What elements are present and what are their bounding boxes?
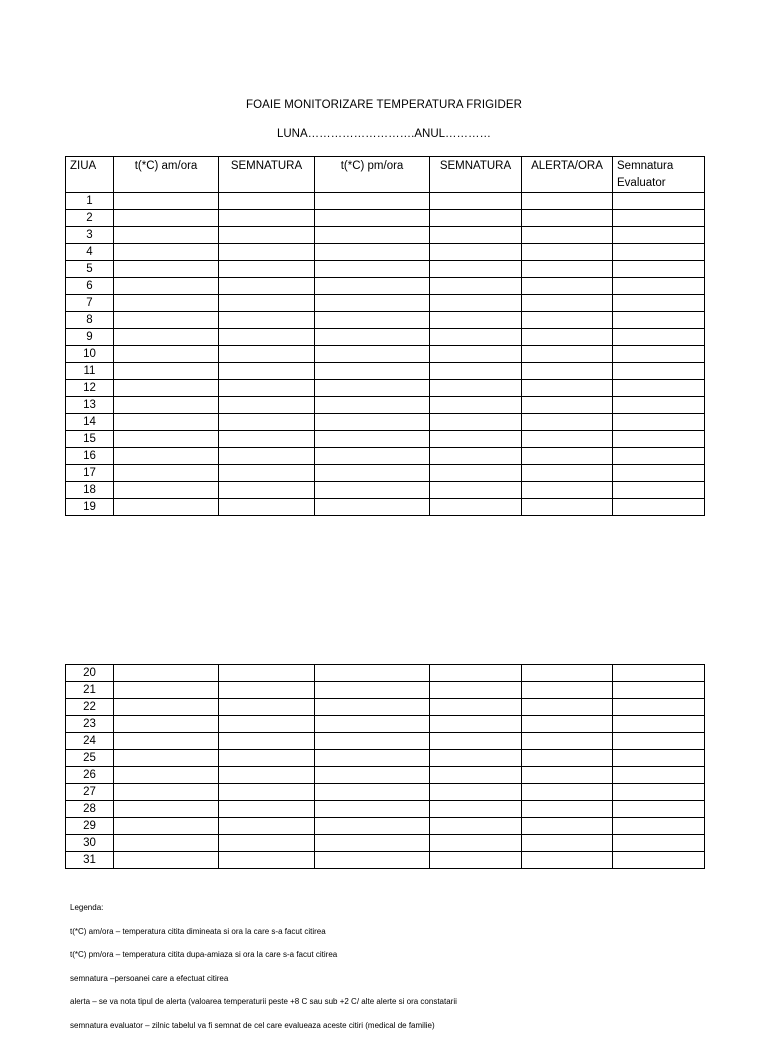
alert-time-cell <box>522 767 613 784</box>
pm-temperature-cell <box>315 750 430 767</box>
evaluator-signature-cell <box>613 329 705 346</box>
am-signature-cell <box>219 682 315 699</box>
page-title: FOAIE MONITORIZARE TEMPERATURA FRIGIDER <box>0 99 768 111</box>
table-body-part2 <box>66 665 705 869</box>
header-alert-time: ALERTA/ORA <box>522 157 613 193</box>
alert-time-cell <box>522 699 613 716</box>
day-number: 3 <box>66 227 114 244</box>
am-temperature-cell <box>114 329 219 346</box>
am-temperature-cell <box>114 465 219 482</box>
table-row <box>66 244 705 261</box>
am-signature-cell <box>219 699 315 716</box>
month-year-line: LUNA……………………….ANUL………… <box>0 128 768 140</box>
pm-signature-cell <box>430 801 522 818</box>
table-row <box>66 682 705 699</box>
table-row <box>66 801 705 818</box>
am-signature-cell <box>219 733 315 750</box>
pm-signature-cell <box>430 482 522 499</box>
pm-temperature-cell <box>315 835 430 852</box>
am-temperature-cell <box>114 448 219 465</box>
pm-signature-cell <box>430 329 522 346</box>
table-body-part1 <box>66 193 705 516</box>
pm-signature-cell <box>430 363 522 380</box>
evaluator-signature-cell <box>613 465 705 482</box>
legend-item-alert: alerta – se va nota tipul de alerta (valoarea temperaturii peste +8 C sau sub +2 C/ alte alerte si ora constatarii <box>70 990 730 1014</box>
evaluator-signature-cell <box>613 227 705 244</box>
pm-signature-cell <box>430 346 522 363</box>
am-signature-cell <box>219 363 315 380</box>
am-temperature-cell <box>114 346 219 363</box>
pm-signature-cell <box>430 397 522 414</box>
pm-temperature-cell <box>315 244 430 261</box>
legend-item-evaluator: semnatura evaluator – zilnic tabelul va fi semnat de cel care evalueaza aceste citiri (medical de familie) <box>70 1014 730 1037</box>
pm-temperature-cell <box>315 397 430 414</box>
am-signature-cell <box>219 852 315 869</box>
table-row <box>66 312 705 329</box>
pm-temperature-cell <box>315 665 430 682</box>
day-number: 5 <box>66 261 114 278</box>
am-temperature-cell <box>114 767 219 784</box>
pm-signature-cell <box>430 767 522 784</box>
evaluator-signature-cell <box>613 852 705 869</box>
pm-temperature-cell <box>315 278 430 295</box>
table-row <box>66 482 705 499</box>
alert-time-cell <box>522 312 613 329</box>
header-evaluator-signature: Semnatura Evaluator <box>613 157 705 193</box>
pm-temperature-cell <box>315 733 430 750</box>
am-signature-cell <box>219 295 315 312</box>
day-number: 14 <box>66 414 114 431</box>
am-temperature-cell <box>114 397 219 414</box>
day-number: 12 <box>66 380 114 397</box>
pm-signature-cell <box>430 414 522 431</box>
pm-temperature-cell <box>315 210 430 227</box>
am-temperature-cell <box>114 380 219 397</box>
am-temperature-cell <box>114 363 219 380</box>
alert-time-cell <box>522 278 613 295</box>
day-number: 30 <box>66 835 114 852</box>
am-temperature-cell <box>114 295 219 312</box>
temperature-log-table-part1 <box>65 156 705 516</box>
am-signature-cell <box>219 193 315 210</box>
day-number: 4 <box>66 244 114 261</box>
am-signature-cell <box>219 346 315 363</box>
table-row <box>66 210 705 227</box>
alert-time-cell <box>522 682 613 699</box>
pm-signature-cell <box>430 244 522 261</box>
day-number: 19 <box>66 499 114 516</box>
am-signature-cell <box>219 801 315 818</box>
am-temperature-cell <box>114 210 219 227</box>
evaluator-signature-cell <box>613 397 705 414</box>
pm-signature-cell <box>430 665 522 682</box>
table-row <box>66 329 705 346</box>
evaluator-signature-cell <box>613 716 705 733</box>
alert-time-cell <box>522 346 613 363</box>
pm-signature-cell <box>430 750 522 767</box>
am-temperature-cell <box>114 733 219 750</box>
am-signature-cell <box>219 227 315 244</box>
pm-signature-cell <box>430 699 522 716</box>
alert-time-cell <box>522 210 613 227</box>
am-temperature-cell <box>114 261 219 278</box>
day-number: 31 <box>66 852 114 869</box>
alert-time-cell <box>522 380 613 397</box>
pm-signature-cell <box>430 261 522 278</box>
day-number: 2 <box>66 210 114 227</box>
alert-time-cell <box>522 397 613 414</box>
header-day: ZIUA <box>66 157 114 193</box>
legend-item-pm: t(*C) pm/ora – temperatura citita dupa-amiaza si ora la care s-a facut citirea <box>70 943 730 967</box>
pm-signature-cell <box>430 682 522 699</box>
evaluator-signature-cell <box>613 835 705 852</box>
pm-signature-cell <box>430 312 522 329</box>
pm-temperature-cell <box>315 767 430 784</box>
evaluator-signature-cell <box>613 414 705 431</box>
table-row <box>66 699 705 716</box>
evaluator-signature-cell <box>613 363 705 380</box>
alert-time-cell <box>522 482 613 499</box>
am-temperature-cell <box>114 716 219 733</box>
evaluator-signature-cell <box>613 431 705 448</box>
evaluator-signature-cell <box>613 733 705 750</box>
day-number: 27 <box>66 784 114 801</box>
evaluator-signature-cell <box>613 801 705 818</box>
pm-temperature-cell <box>315 346 430 363</box>
header-am-temperature: t(*C) am/ora <box>114 157 219 193</box>
am-temperature-cell <box>114 750 219 767</box>
day-number: 18 <box>66 482 114 499</box>
alert-time-cell <box>522 295 613 312</box>
evaluator-signature-cell <box>613 295 705 312</box>
evaluator-signature-cell <box>613 499 705 516</box>
legend-title: Legenda: <box>70 896 730 920</box>
pm-signature-cell <box>430 193 522 210</box>
am-signature-cell <box>219 465 315 482</box>
day-number: 7 <box>66 295 114 312</box>
alert-time-cell <box>522 465 613 482</box>
table-row <box>66 295 705 312</box>
am-temperature-cell <box>114 227 219 244</box>
alert-time-cell <box>522 431 613 448</box>
table-row <box>66 784 705 801</box>
am-signature-cell <box>219 750 315 767</box>
table-row <box>66 665 705 682</box>
pm-temperature-cell <box>315 699 430 716</box>
alert-time-cell <box>522 448 613 465</box>
day-number: 1 <box>66 193 114 210</box>
am-temperature-cell <box>114 312 219 329</box>
am-signature-cell <box>219 499 315 516</box>
day-number: 29 <box>66 818 114 835</box>
am-temperature-cell <box>114 431 219 448</box>
am-signature-cell <box>219 278 315 295</box>
alert-time-cell <box>522 733 613 750</box>
pm-temperature-cell <box>315 716 430 733</box>
pm-temperature-cell <box>315 329 430 346</box>
alert-time-cell <box>522 665 613 682</box>
evaluator-signature-cell <box>613 699 705 716</box>
am-signature-cell <box>219 448 315 465</box>
alert-time-cell <box>522 363 613 380</box>
evaluator-signature-cell <box>613 193 705 210</box>
table-row <box>66 818 705 835</box>
day-number: 11 <box>66 363 114 380</box>
table-row <box>66 716 705 733</box>
am-signature-cell <box>219 244 315 261</box>
table-row <box>66 278 705 295</box>
alert-time-cell <box>522 329 613 346</box>
table-row <box>66 227 705 244</box>
pm-temperature-cell <box>315 818 430 835</box>
alert-time-cell <box>522 716 613 733</box>
pm-signature-cell <box>430 784 522 801</box>
pm-temperature-cell <box>315 682 430 699</box>
evaluator-signature-cell <box>613 767 705 784</box>
am-temperature-cell <box>114 665 219 682</box>
day-number: 22 <box>66 699 114 716</box>
table-header-row <box>66 157 705 193</box>
alert-time-cell <box>522 499 613 516</box>
pm-signature-cell <box>430 465 522 482</box>
evaluator-signature-cell <box>613 784 705 801</box>
alert-time-cell <box>522 193 613 210</box>
pm-signature-cell <box>430 716 522 733</box>
pm-temperature-cell <box>315 193 430 210</box>
table-row <box>66 733 705 750</box>
pm-signature-cell <box>430 380 522 397</box>
alert-time-cell <box>522 244 613 261</box>
day-number: 8 <box>66 312 114 329</box>
pm-temperature-cell <box>315 431 430 448</box>
table-row <box>66 852 705 869</box>
am-signature-cell <box>219 380 315 397</box>
pm-temperature-cell <box>315 852 430 869</box>
pm-signature-cell <box>430 448 522 465</box>
pm-temperature-cell <box>315 363 430 380</box>
day-number: 28 <box>66 801 114 818</box>
temperature-log-table-part2 <box>65 664 705 869</box>
am-temperature-cell <box>114 278 219 295</box>
pm-temperature-cell <box>315 499 430 516</box>
legend <box>70 896 730 1037</box>
day-number: 25 <box>66 750 114 767</box>
am-signature-cell <box>219 397 315 414</box>
legend-item-am: t(*C) am/ora – temperatura citita dimineata si ora la care s-a facut citirea <box>70 920 730 944</box>
pm-temperature-cell <box>315 227 430 244</box>
pm-signature-cell <box>430 295 522 312</box>
day-number: 9 <box>66 329 114 346</box>
am-temperature-cell <box>114 193 219 210</box>
am-temperature-cell <box>114 835 219 852</box>
pm-signature-cell <box>430 835 522 852</box>
day-number: 24 <box>66 733 114 750</box>
table-row <box>66 363 705 380</box>
day-number: 23 <box>66 716 114 733</box>
am-signature-cell <box>219 482 315 499</box>
table-row <box>66 431 705 448</box>
day-number: 26 <box>66 767 114 784</box>
am-signature-cell <box>219 329 315 346</box>
header-pm-temperature: t(*C) pm/ora <box>315 157 430 193</box>
day-number: 13 <box>66 397 114 414</box>
pm-temperature-cell <box>315 482 430 499</box>
pm-temperature-cell <box>315 295 430 312</box>
table-row <box>66 414 705 431</box>
am-signature-cell <box>219 767 315 784</box>
alert-time-cell <box>522 835 613 852</box>
pm-signature-cell <box>430 499 522 516</box>
am-signature-cell <box>219 784 315 801</box>
am-temperature-cell <box>114 818 219 835</box>
am-temperature-cell <box>114 852 219 869</box>
pm-temperature-cell <box>315 448 430 465</box>
day-number: 15 <box>66 431 114 448</box>
table-row <box>66 193 705 210</box>
pm-signature-cell <box>430 210 522 227</box>
day-number: 16 <box>66 448 114 465</box>
am-signature-cell <box>219 665 315 682</box>
alert-time-cell <box>522 801 613 818</box>
table-row <box>66 397 705 414</box>
am-temperature-cell <box>114 682 219 699</box>
evaluator-signature-cell <box>613 380 705 397</box>
evaluator-signature-cell <box>613 312 705 329</box>
table-row <box>66 767 705 784</box>
pm-temperature-cell <box>315 465 430 482</box>
pm-temperature-cell <box>315 261 430 278</box>
table-row <box>66 499 705 516</box>
pm-signature-cell <box>430 227 522 244</box>
alert-time-cell <box>522 784 613 801</box>
alert-time-cell <box>522 414 613 431</box>
evaluator-signature-cell <box>613 682 705 699</box>
am-signature-cell <box>219 414 315 431</box>
table-row <box>66 835 705 852</box>
table-row <box>66 261 705 278</box>
table-row <box>66 380 705 397</box>
pm-temperature-cell <box>315 784 430 801</box>
table-row <box>66 750 705 767</box>
am-temperature-cell <box>114 784 219 801</box>
am-temperature-cell <box>114 499 219 516</box>
table-row <box>66 448 705 465</box>
table-row <box>66 465 705 482</box>
evaluator-signature-cell <box>613 244 705 261</box>
am-temperature-cell <box>114 414 219 431</box>
am-signature-cell <box>219 818 315 835</box>
header-pm-signature: SEMNATURA <box>430 157 522 193</box>
evaluator-signature-cell <box>613 665 705 682</box>
alert-time-cell <box>522 818 613 835</box>
pm-signature-cell <box>430 431 522 448</box>
alert-time-cell <box>522 852 613 869</box>
pm-temperature-cell <box>315 414 430 431</box>
evaluator-signature-cell <box>613 750 705 767</box>
am-signature-cell <box>219 210 315 227</box>
day-number: 21 <box>66 682 114 699</box>
evaluator-signature-cell <box>613 261 705 278</box>
evaluator-signature-cell <box>613 818 705 835</box>
evaluator-signature-cell <box>613 482 705 499</box>
pm-temperature-cell <box>315 801 430 818</box>
am-signature-cell <box>219 835 315 852</box>
evaluator-signature-cell <box>613 346 705 363</box>
evaluator-signature-cell <box>613 448 705 465</box>
pm-temperature-cell <box>315 312 430 329</box>
am-temperature-cell <box>114 801 219 818</box>
pm-signature-cell <box>430 278 522 295</box>
alert-time-cell <box>522 261 613 278</box>
pm-temperature-cell <box>315 380 430 397</box>
alert-time-cell <box>522 750 613 767</box>
day-number: 6 <box>66 278 114 295</box>
am-temperature-cell <box>114 699 219 716</box>
alert-time-cell <box>522 227 613 244</box>
pm-signature-cell <box>430 852 522 869</box>
day-number: 17 <box>66 465 114 482</box>
am-signature-cell <box>219 716 315 733</box>
evaluator-signature-cell <box>613 210 705 227</box>
legend-item-signature: semnatura –persoanei care a efectuat citirea <box>70 967 730 991</box>
evaluator-signature-cell <box>613 278 705 295</box>
pm-signature-cell <box>430 733 522 750</box>
am-signature-cell <box>219 261 315 278</box>
am-signature-cell <box>219 312 315 329</box>
header-am-signature: SEMNATURA <box>219 157 315 193</box>
day-number: 10 <box>66 346 114 363</box>
am-temperature-cell <box>114 244 219 261</box>
am-signature-cell <box>219 431 315 448</box>
day-number: 20 <box>66 665 114 682</box>
pm-signature-cell <box>430 818 522 835</box>
am-temperature-cell <box>114 482 219 499</box>
table-row <box>66 346 705 363</box>
